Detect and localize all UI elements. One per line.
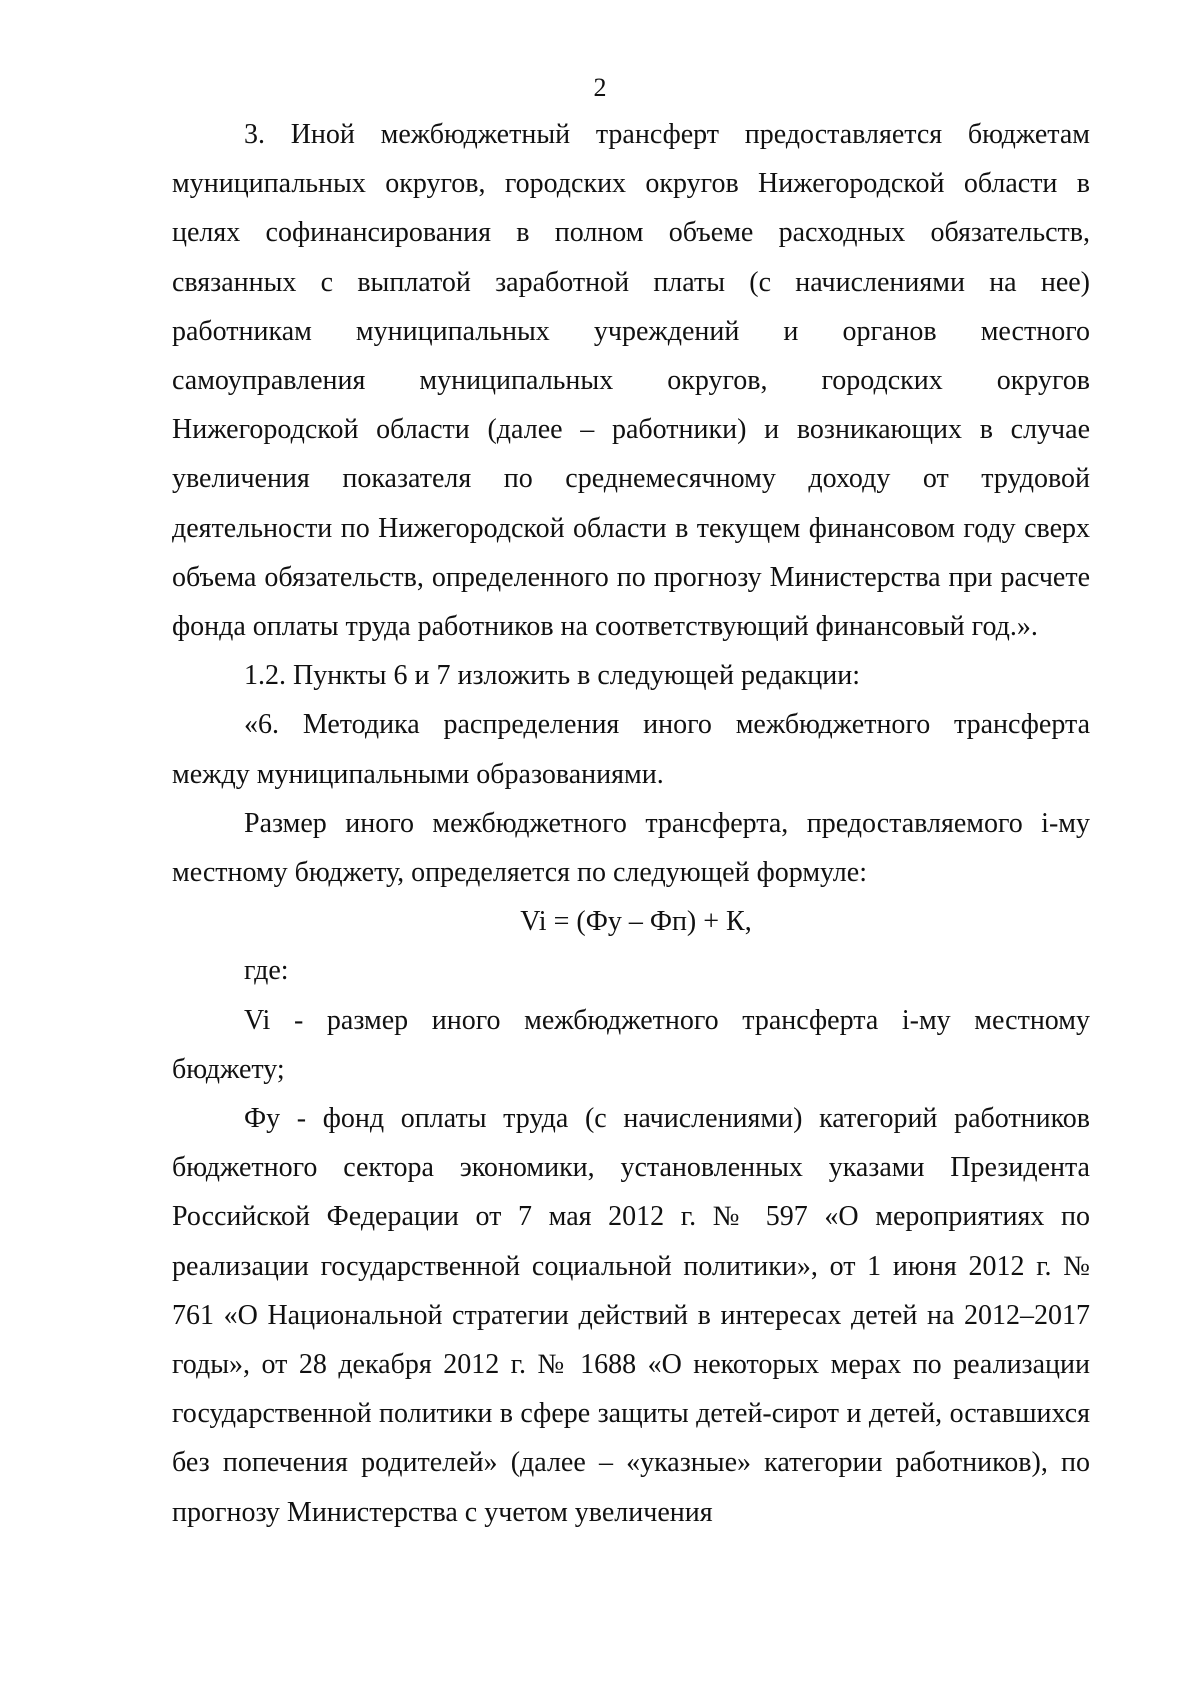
paragraph-transfer-size: Размер иного межбюджетного трансферта, предоставляемого i-му местному бюджету, определяется по следующей формуле: xyxy=(172,807,1090,889)
page-number: 2 xyxy=(593,73,607,102)
paragraph-definition-fu: Фу - фонд оплаты труда (с начислениями) категорий работников бюджетного сектора экономики, установленных указами Президента Российской Федерации от 7 мая 2012 г. № 597 «О мероприятиях по реализации государственной социальной политики», от 1 июня 2012 г. № 761 «О Национальной стратегии действий в интересах детей на 2012–2017 годы», от 28 декабря 2012 г. № 1688 «О некоторых мерах по реализации государственной политики в сфере защиты детей-сирот и детей, оставшихся без попечения родителей» (далее – «указные» категории работников), по прогнозу Министерства с учетом увеличения xyxy=(172,1103,1090,1528)
formula: Vi = (Фу – Фп) + К, xyxy=(520,906,752,938)
paragraph-where: где: xyxy=(244,955,289,987)
document-body xyxy=(172,110,1090,1537)
paragraph-item-6: «6. Методика распределения иного межбюджетного трансферта между муниципальными образованиями. xyxy=(172,709,1090,790)
paragraph-item-3: 3. Иной межбюджетный трансферт предоставляется бюджетам муниципальных округов, городских округов Нижегородской области в целях софинансирования в полном объеме расходных обязательств, связанных с выплатой заработной платы (с начислениями на нее) работникам муниципальных учреждений и органов местного самоуправления муниципальных округов, городских округов Нижегородской области (далее – работники) и возникающих в случае увеличения показателя по среднемесячному доходу от трудовой деятельности по Нижегородской области в текущем финансовом году сверх объема обязательств, определенного по прогнозу Министерства при расчете фонда оплаты труда работников на соответствующий финансовый год.». xyxy=(172,119,1090,643)
paragraph-definition-vi: Vi - размер иного межбюджетного трансферта i-му местному бюджету; xyxy=(172,1004,1090,1085)
paragraph-amendment-1-2: 1.2. Пункты 6 и 7 изложить в следующей редакции: xyxy=(244,660,861,692)
